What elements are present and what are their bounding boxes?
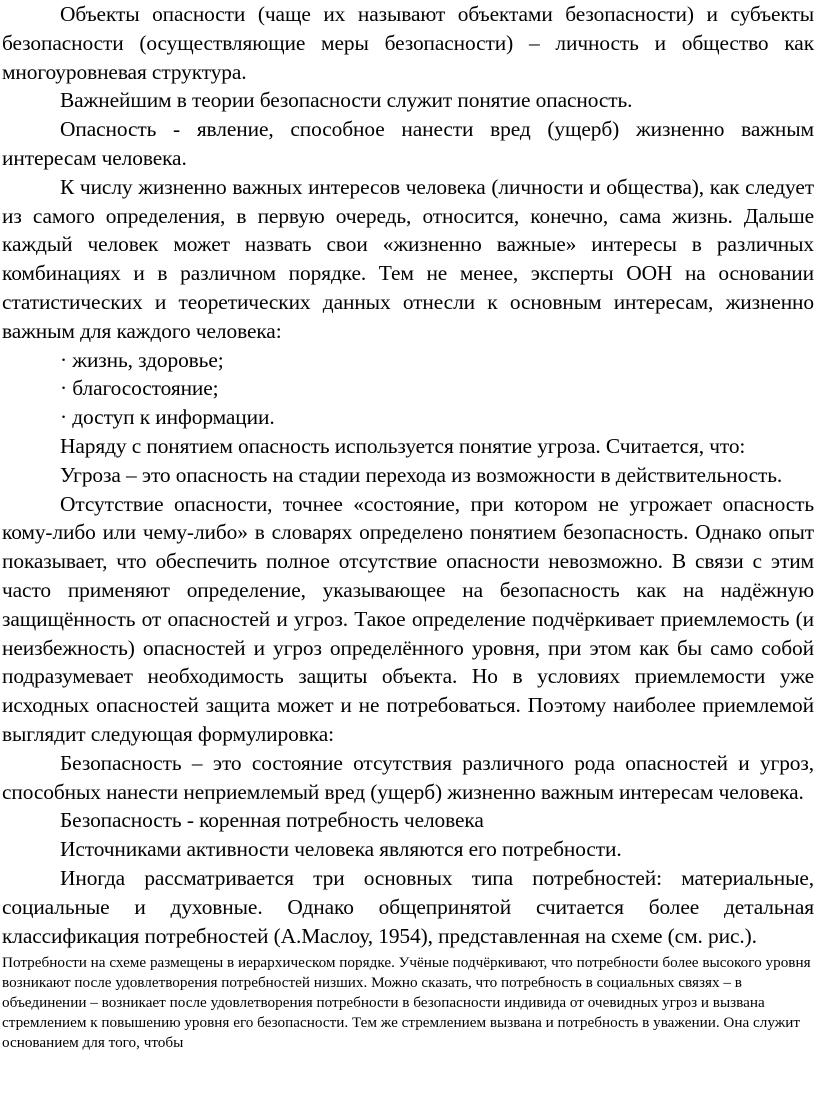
paragraph-objects-subjects: Объекты опасности (чаще их называют объектами безопасности) и субъекты безопасности (осуществляющие меры безопасности) – личность и общество как многоуровневая структура.	[2, 2, 814, 84]
paragraph-safety-definition: Безопасность – это состояние отсутствия различного рода опасностей и угроз, способных нанести неприемлемый вред (ущерб) жизненно важным интересам человека.	[2, 750, 814, 804]
footnote-text	[2, 953, 814, 1053]
paragraph-absence-of-danger: Отсутствие опасности, точнее «состояние, при котором не угрожает опасность кому-либо или чему-либо» в словарях определено понятием безопасность. Однако опыт показывает, что обеспечить полное отсутствие опасности невозможно. В связи с этим часто применяют определение, указывающее на безопасность как на надёжную защищённость от опасностей и угроз. Такое определение подчёркивает приемлемость (и неизбежность) опасностей и угроз определённого уровня, при этом как бы само собой подразумевает необходимость защиты объекта. Но в условиях приемлемости уже исходных опасностей защита может и не потребоваться. Поэтому наиболее приемлемой выглядит следующая формулировка:	[2, 491, 814, 746]
paragraph-threat-definition: Угроза – это опасность на стадии перехода из возможности в действительность.	[60, 462, 783, 487]
paragraph-threat-intro: Наряду с понятием опасность используется понятие угроза. Считается, что:	[60, 433, 746, 458]
paragraph-key-concept: Важнейшим в теории безопасности служит понятие опасность.	[60, 88, 633, 113]
footnote-paragraph: Потребности на схеме размещены в иерархическом порядке. Учёные подчёркивают, что потребности более высокого уровня возникают после удовлетворения потребностей низших. Можно сказать, что потребность в социальных связях – в объединении – возникает после удовлетворения потребности в безопасности индивида от очевидных угроз и вызвана стремлением к повышению уровня его безопасности. Тем же стремлением вызвана и потребность в уважении. Она служит основанием для того, чтобы	[2, 954, 811, 1052]
list-item: · жизнь, здоровье;	[60, 347, 224, 372]
list-item: · благосостояние;	[60, 376, 219, 401]
paragraph-fundamental-need: Безопасность - коренная потребность человека	[60, 808, 484, 833]
paragraph-needs-classification: Иногда рассматривается три основных типа потребностей: материальные, социальные и духовные. Однако общепринятой считается более детальная классификация потребностей (А.Маслоу, 1954), представленная на схеме (см. рис.).	[2, 865, 814, 948]
list-item: · доступ к информации.	[60, 405, 275, 430]
paragraph-sources-of-activity: Источниками активности человека являются его потребности.	[60, 837, 622, 862]
paragraph-danger-definition: Опасность - явление, способное нанести вред (ущерб) жизненно важным интересам человека.	[2, 117, 814, 170]
paragraph-vital-interests: К числу жизненно важных интересов человека (личности и общества), как следует из самого определения, в первую очередь, относится, конечно, сама жизнь. Дальше каждый человек может назвать свои «жизненно важные» интересы в различных комбинациях и в различном порядке. Тем не менее, эксперты ООН на основании статистических и теоретических данных отнесли к основным интересам, жизненно важным для каждого человека:	[2, 174, 814, 343]
document-body	[2, 0, 814, 950]
